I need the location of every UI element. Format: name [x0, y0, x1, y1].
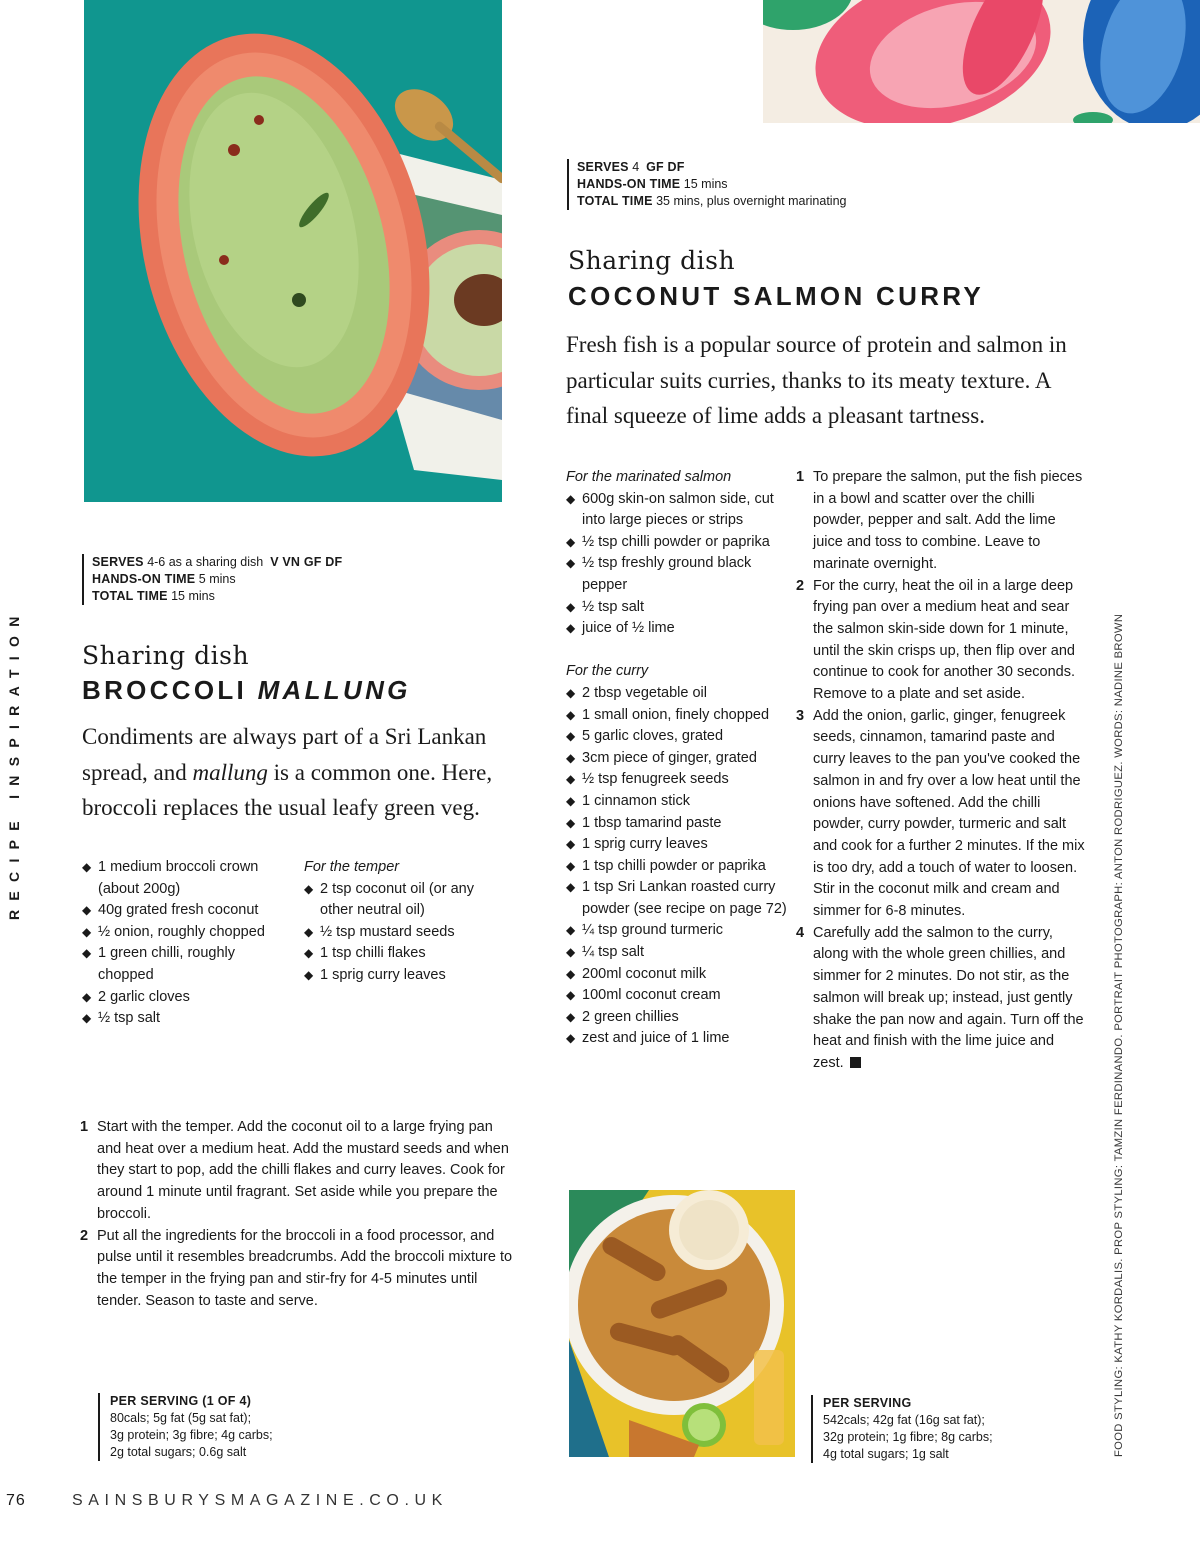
salmon-nutrition-heading: PER SERVING — [823, 1396, 912, 1410]
salmon-kicker: Sharing dish — [568, 246, 736, 275]
salmon-handson-value: 15 mins — [683, 177, 728, 191]
salmon-method — [796, 467, 1088, 1075]
ingredient-item: ◆ 1 sprig curry leaves — [304, 965, 509, 987]
ingredient-item: ◆ 5 garlic cloves, grated — [566, 726, 791, 748]
ingredient-item: ◆ ½ tsp salt — [566, 597, 791, 619]
ingredient-item: ◆ 1 sprig curry leaves — [566, 834, 791, 856]
ingredient-item: ◆ juice of ½ lime — [566, 618, 791, 640]
broccoli-total-value: 15 mins — [171, 589, 215, 603]
ingredient-item: ◆ zest and juice of 1 lime — [566, 1028, 791, 1050]
broccoli-serves-line — [92, 554, 342, 571]
ingredient-item: ◆ ½ onion, roughly chopped — [82, 922, 267, 944]
ingredient-item: ◆ 1 small onion, finely chopped — [566, 705, 791, 727]
broccoli-nutrition — [98, 1393, 273, 1461]
broccoli-photo-illustration — [84, 0, 502, 502]
broccoli-intro-italic: mallung — [192, 759, 268, 785]
ingredient-item: ◆ ½ tsp fenugreek seeds — [566, 769, 791, 791]
ingredient-item: ◆ ½ tsp freshly ground black pepper — [566, 553, 791, 596]
broccoli-intro — [82, 719, 512, 826]
ingredient-item: ◆ 1 tbsp tamarind paste — [566, 813, 791, 835]
broccoli-serves-label: SERVES — [92, 555, 144, 569]
ingredient-item: ◆ 2 tbsp vegetable oil — [566, 683, 791, 705]
photo-credits-text: FOOD STYLING: KATHY KORDALIS. PROP STYLING: TAMZIN FERDINANDO. PORTRAIT PHOTOGRAPH: ANTON RODRIGUEZ. WORDS: NADINE BROWN — [1113, 613, 1125, 1457]
section-label-text: RECIPE INSPIRATION — [6, 607, 22, 920]
section-label — [3, 605, 23, 920]
end-of-recipe-mark — [850, 1057, 861, 1068]
salmon-intro: Fresh fish is a popular source of protein and salmon in particular suits curries, thanks to its meaty texture. A final squeeze of lime adds a pleasant tartness. — [566, 332, 1067, 428]
salmon-title: COCONUT SALMON CURRY — [568, 281, 985, 311]
ingredient-item: ◆ 1 tsp chilli flakes — [304, 943, 509, 965]
broccoli-handson-line — [92, 571, 342, 588]
step-text: For the curry, heat the oil in a large deep frying pan over a medium heat and sear the salmon skin-side down for 1 minute, until the skin crisps up, then flip over and continue to cook for another 30 seconds. Remove to a plate and set aside. — [813, 577, 1075, 703]
broccoli-intro-part2: is a common one. Here, broccoli replaces the usual leafy green veg. — [82, 759, 493, 820]
broccoli-total-line — [92, 588, 342, 605]
step-text: Put all the ingredients for the broccoli in a food processor, and pulse until it resembles breadcrumbs. Add the broccoli mixture to the temper in the frying pan and stir-fry for 4-5 minutes until tender. Season to taste and serve. — [97, 1227, 513, 1309]
step-number: 1 — [796, 469, 805, 485]
broccoli-recipe-info — [82, 554, 342, 605]
broccoli-intro-part1: Condiments are always part of a Sri Lankan spread, and — [82, 724, 487, 785]
salmon-ingredient-list — [566, 467, 791, 1050]
salmon-handson-line — [577, 176, 846, 193]
salmon-nutrition-line-1: 542cals; 42g fat (16g sat fat); — [823, 1413, 985, 1427]
method-step — [796, 923, 1088, 1075]
broccoli-temper-heading: For the temper — [304, 859, 400, 875]
broccoli-nutrition-heading: PER SERVING (1 OF 4) — [110, 1394, 252, 1408]
method-step — [796, 576, 1088, 706]
step-number: 2 — [796, 577, 805, 594]
ingredient-item: ◆ 2 garlic cloves — [82, 987, 267, 1009]
salmon-diet-tags: GF DF — [646, 160, 685, 174]
broccoli-nutrition-line-1: 80cals; 5g fat (5g sat fat); — [110, 1411, 252, 1425]
step-text: Carefully add the salmon to the curry, along with the whole green chillies, and simmer for 2 minutes. Do not stir, as the salmon will break up; instead, just gently shake the pan now and again. Turn off the heat and finish with the lime juice and zest. — [813, 924, 1084, 1071]
website-link[interactable]: SAINSBURYSMAGAZINE.CO.UK — [72, 1492, 448, 1509]
broccoli-title — [82, 675, 411, 706]
method-step — [796, 467, 1088, 576]
salmon-nutrition — [811, 1395, 993, 1463]
ingredient-item: ◆ 1 cinnamon stick — [566, 791, 791, 813]
ingredient-item: ◆ 40g grated fresh coconut — [82, 900, 267, 922]
salmon-total-value: 35 mins, plus overnight marinating — [656, 194, 847, 208]
step-number: 1 — [80, 1119, 89, 1135]
ingredient-item: ◆ 1 tsp Sri Lankan roasted curry powder (see recipe on page 72) — [566, 877, 791, 920]
step-text: To prepare the salmon, put the fish pieces in a bowl and scatter over the chilli powder, pepper and salt. Add the lime juice and toss to combine. Leave to marinate overnight. — [813, 469, 1083, 572]
salmon-nutrition-line-3: 4g total sugars; 1g salt — [823, 1447, 949, 1461]
broccoli-nutrition-line-2: 3g protein; 3g fibre; 4g carbs; — [110, 1428, 273, 1442]
broccoli-temper-list — [304, 857, 509, 987]
flower-photo-illustration — [763, 0, 1200, 123]
broccoli-total-label: TOTAL TIME — [92, 589, 168, 603]
step-text: Start with the temper. Add the coconut oil to a large frying pan and heat over a medium heat. Add the mustard seeds and when they start to pop, add the chilli flakes and curry leaves. Cook for around 1 minute until fragrant. Set aside while you prepare the broccoli. — [97, 1119, 509, 1222]
ingredient-item: ◆ 600g skin-on salmon side, cut into large pieces or strips — [566, 489, 791, 532]
method-step — [80, 1117, 514, 1226]
ingredient-item: ◆ 200ml coconut milk — [566, 964, 791, 986]
broccoli-title-main: BROCCOLI — [82, 675, 258, 705]
list-spacer — [566, 640, 791, 662]
broccoli-handson-label: HANDS-ON TIME — [92, 572, 196, 586]
ingredient-item: ◆ ½ tsp mustard seeds — [304, 922, 509, 944]
tropical-print-photo — [763, 0, 1200, 123]
broccoli-diet-tags: V VN GF DF — [270, 555, 343, 569]
salmon-total-label: TOTAL TIME — [577, 194, 653, 208]
salmon-serves-label: SERVES — [577, 160, 629, 174]
broccoli-nutrition-line-3: 2g total sugars; 0.6g salt — [110, 1445, 247, 1459]
salmon-handson-label: HANDS-ON TIME — [577, 177, 681, 191]
salmon-recipe-info — [567, 159, 846, 210]
broccoli-mallung-photo — [84, 0, 502, 502]
ingredient-item: ◆ ½ tsp salt — [82, 1008, 267, 1030]
broccoli-serves-value: 4-6 as a sharing dish — [147, 555, 264, 569]
method-step — [796, 706, 1088, 923]
broccoli-title-italic: MALLUNG — [257, 675, 411, 705]
broccoli-ingredient-list — [82, 857, 267, 1030]
broccoli-method — [80, 1117, 514, 1312]
ingredient-item: ◆ 1 tsp chilli powder or paprika — [566, 856, 791, 878]
broccoli-kicker: Sharing dish — [82, 641, 250, 670]
ingredient-item: ◆ ¼ tsp ground turmeric — [566, 920, 791, 942]
ingredient-item: ◆ ½ tsp chilli powder or paprika — [566, 532, 791, 554]
salmon-photo-illustration — [569, 1190, 795, 1457]
salmon-nutrition-line-2: 32g protein; 1g fibre; 8g carbs; — [823, 1430, 993, 1444]
ingredient-item: ◆ 2 green chillies — [566, 1007, 791, 1029]
salmon-total-line — [577, 193, 846, 210]
salmon-serves-value: 4 — [632, 160, 640, 174]
coconut-salmon-curry-photo — [569, 1190, 795, 1457]
broccoli-handson-value: 5 mins — [198, 572, 236, 586]
step-number: 4 — [796, 924, 805, 941]
step-number: 3 — [796, 707, 805, 724]
salmon-marinade-heading: For the marinated salmon — [566, 469, 732, 485]
ingredient-item: ◆ 1 medium broccoli crown (about 200g) — [82, 857, 267, 900]
method-step — [80, 1226, 514, 1313]
ingredient-item: ◆ 2 tsp coconut oil (or any other neutral oil) — [304, 879, 509, 922]
ingredient-item: ◆ 100ml coconut cream — [566, 985, 791, 1007]
photo-credits — [1113, 525, 1131, 1457]
ingredient-item: ◆ 1 green chilli, roughly chopped — [82, 943, 267, 986]
salmon-curry-heading: For the curry — [566, 663, 649, 680]
salmon-serves-line — [577, 159, 846, 176]
ingredient-item: ◆ 3cm piece of ginger, grated — [566, 748, 791, 770]
ingredient-item: ◆ ¼ tsp salt — [566, 942, 791, 964]
step-text: Add the onion, garlic, ginger, fenugreek seeds, cinnamon, tamarind paste and curry leaves to the pan you've cooked the salmon in and fry over a low heat until the onions have softened. Add the chilli powder, curry powder, turmeric and salt and cook for a further 2 minutes. If the mix is too dry, add a touch of water to loosen. Stir in the coconut milk and cream and simmer for 6-8 minutes. — [813, 707, 1085, 920]
page-number: 76 — [6, 1492, 26, 1509]
step-number: 2 — [80, 1227, 89, 1244]
